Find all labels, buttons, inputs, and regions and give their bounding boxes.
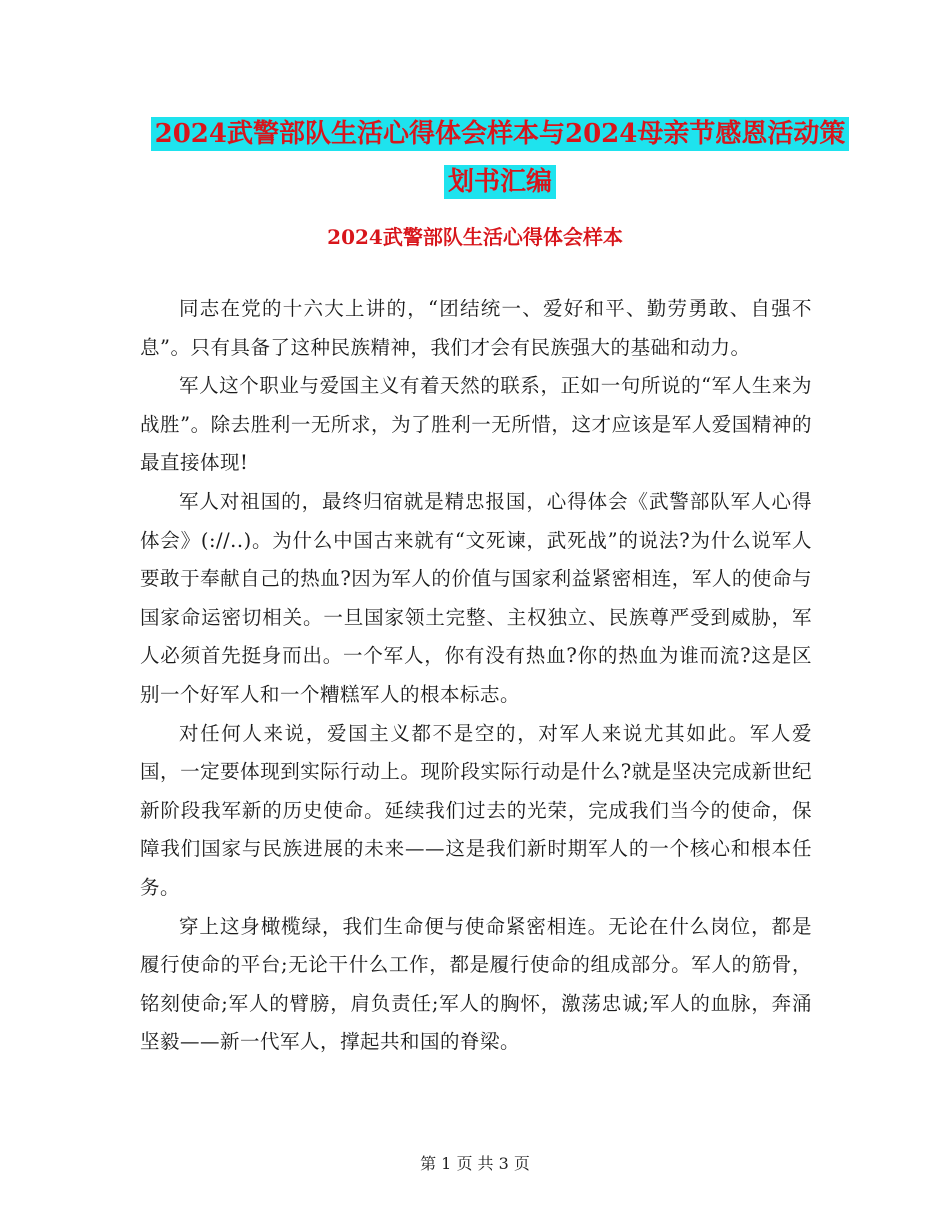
document-title <box>150 110 850 206</box>
section-title: 2024武警部队生活心得体会样本 <box>327 225 623 249</box>
paragraph: 军人对祖国的，最终归宿就是精忠报国，心得体会《武警部队军人心得体会》(://..)。为什么中国古来就有“文死谏，武死战”的说法?为什么说军人要敢于奉献自己的热血?因为军人的价值与国家利益紧密相连，军人的使命与国家命运密切相关。一旦国家领土完整、主权独立、民族尊严受到威胁，军人必须首先挺身而出。一个军人，你有没有热血?你的热血为谁而流?这是区别一个好军人和一个糟糕军人的根本标志。 <box>140 489 812 706</box>
document-body <box>140 290 812 1062</box>
paragraph: 穿上这身橄榄绿，我们生命便与使命紧密相连。无论在什么岗位，都是履行使命的平台;无论干什么工作，都是履行使命的组成部分。军人的筋骨，铭刻使命;军人的臂膀，肩负责任;军人的胸怀，激荡忠诚;军人的血脉，奔涌坚毅——新一代军人，撑起共和国的脊梁。 <box>140 914 812 1054</box>
paragraph: 军人这个职业与爱国主义有着天然的联系，正如一句所说的“军人生来为战胜”。除去胜利一无所求，为了胜利一无所惜，这才应该是军人爱国精神的最直接体现! <box>140 374 812 475</box>
paragraph: 同志在党的十六大上讲的，“团结统一、爱好和平、勤劳勇敢、自强不息”。只有具备了这种民族精神，我们才会有民族强大的基础和动力。 <box>140 297 812 359</box>
document-title-text: 2024武警部队生活心得体会样本与2024母亲节感恩活动策划书汇编 <box>151 117 850 199</box>
page-footer: 第 1 页 共 3 页 <box>420 1154 530 1173</box>
paragraph: 对任何人来说，爱国主义都不是空的，对军人来说尤其如此。军人爱国，一定要体现到实际行动上。现阶段实际行动是什么?就是坚决完成新世纪新阶段我军新的历史使命。延续我们过去的光荣，完成我们当今的使命，保障我们国家与民族进展的未来——这是我们新时期军人的一个核心和根本任务。 <box>140 721 812 899</box>
